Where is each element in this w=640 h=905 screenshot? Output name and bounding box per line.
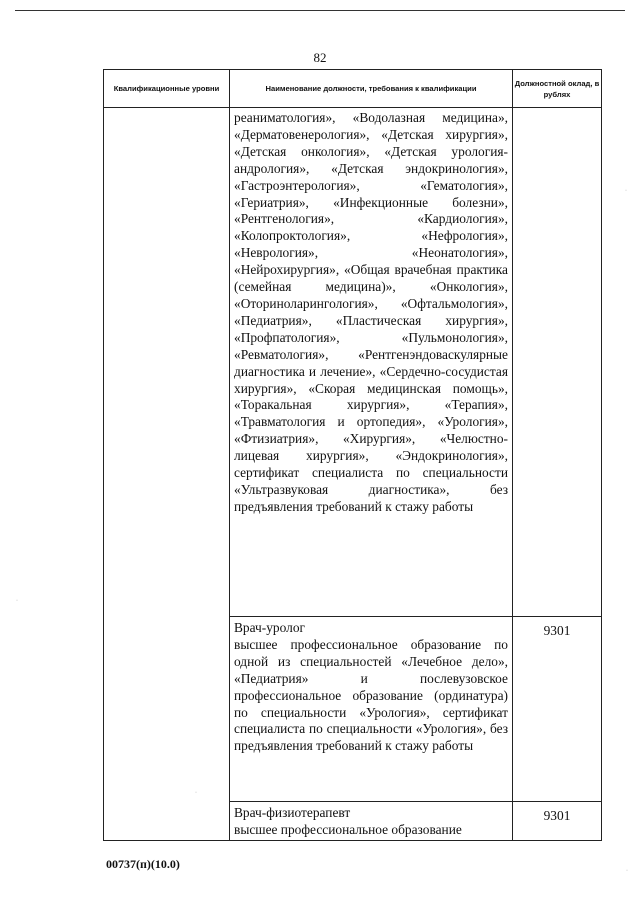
scan-speck: ·	[626, 868, 628, 874]
scan-speck: ·	[195, 790, 197, 796]
salary-cell-empty	[513, 108, 602, 617]
header-position-requirements: Наименование должности, требования к квалификации	[230, 70, 513, 108]
position-requirements: высшее профессиональное образование по одной из специальностей «Лечебное дело», «Педиатрия» и послевузовское профессиональное образование (ординатура) по специальности «Урология», сертификат специалиста по специальности «Урология», без предъявления требований к стажу работы	[234, 636, 508, 754]
position-title: Врач-уролог	[234, 620, 306, 635]
table-header-row	[104, 70, 602, 108]
salary-value: 9301	[543, 623, 571, 638]
qualification-table	[103, 69, 602, 841]
salary-cell	[513, 802, 602, 841]
salary-value: 9301	[543, 808, 571, 823]
document-code: 00737(п)(10.0)	[106, 857, 180, 871]
qualification-level-cell	[104, 108, 230, 841]
position-requirements: высшее профессиональное образование	[234, 821, 462, 837]
header-qualification-levels: Квалификационные уровни	[104, 70, 230, 108]
position-cell-urologist	[230, 617, 513, 802]
scan-speck: ·	[16, 598, 18, 604]
position-title: Врач-физиотерапевт	[234, 805, 351, 820]
scan-speck: ·	[625, 188, 627, 194]
header-salary: Должностной оклад, в рублях	[513, 70, 602, 108]
salary-cell	[513, 617, 602, 802]
continued-requirements-cell	[230, 108, 513, 617]
page-number: 82	[313, 50, 327, 65]
top-rule	[15, 10, 625, 11]
table-row	[104, 108, 602, 617]
position-cell-physiotherapist	[230, 802, 513, 841]
continued-requirements-text: реаниматология», «Водолазная медицина», «Дерматовенерология», «Детская хирургия», «Детская онкология», «Детская урология-андрология», «Детская эндокринология», «Гастроэнтерология», «Гематология», «Гериатрия», «Инфекционные болезни», «Рентгенология», «Кардиология», «Колопроктология», «Нефрология», «Неврология», «Неонатология», «Нейрохирургия», «Общая врачебная практика (семейная медицина)», «Онкология», «Оториноларингология», «Офтальмология», «Педиатрия», «Пластическая хирургия», «Профпатология», «Пульмонология», «Ревматология», «Рентгенэндоваскулярные диагностика и лечение», «Сердечно-сосудистая хирургия», «Скорая медицинская помощь», «Торакальная хирургия», «Терапия», «Травматология и ортопедия», «Урология», «Фтизиатрия», «Хирургия», «Челюстно-лицевая хирургия», «Эндокринология», сертификат специалиста по специальности «Ультразвуковая диагностика», без предъявления требований к стажу работы	[234, 110, 508, 514]
